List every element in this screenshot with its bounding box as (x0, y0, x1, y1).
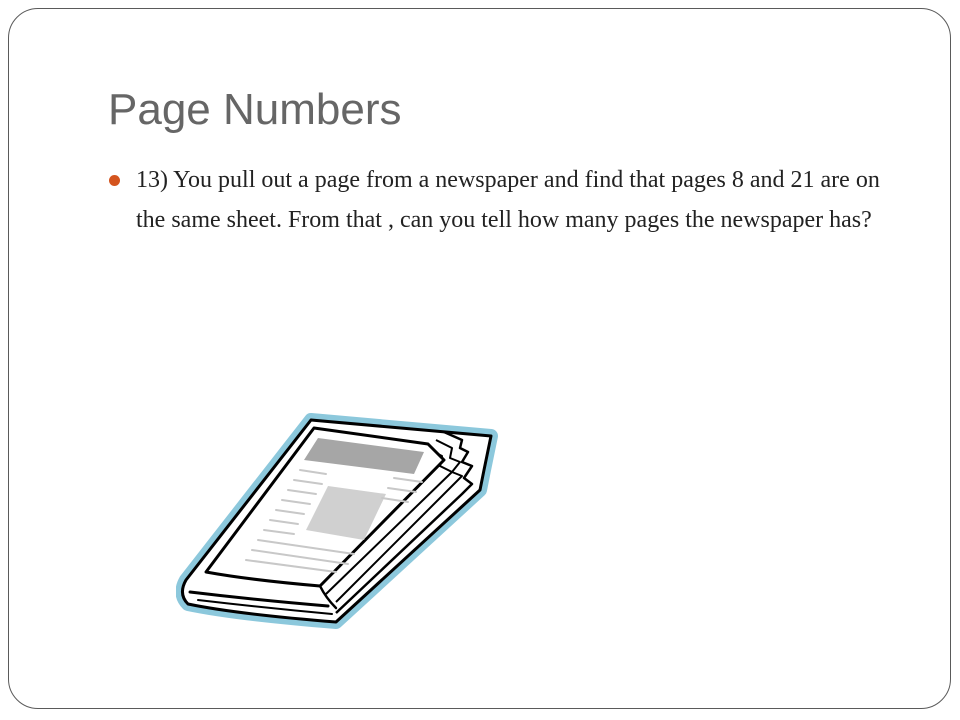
newspaper-icon (176, 408, 500, 630)
bullet-text: 13) You pull out a page from a newspaper and find that pages 8 and 21 are on the same sheet. From that , can you tell how many pages the newspaper has? (136, 167, 880, 233)
bullet-dot (109, 175, 120, 186)
bullet-list (108, 160, 898, 240)
slide-title: Page Numbers (108, 85, 402, 134)
bullet-item (108, 160, 898, 240)
